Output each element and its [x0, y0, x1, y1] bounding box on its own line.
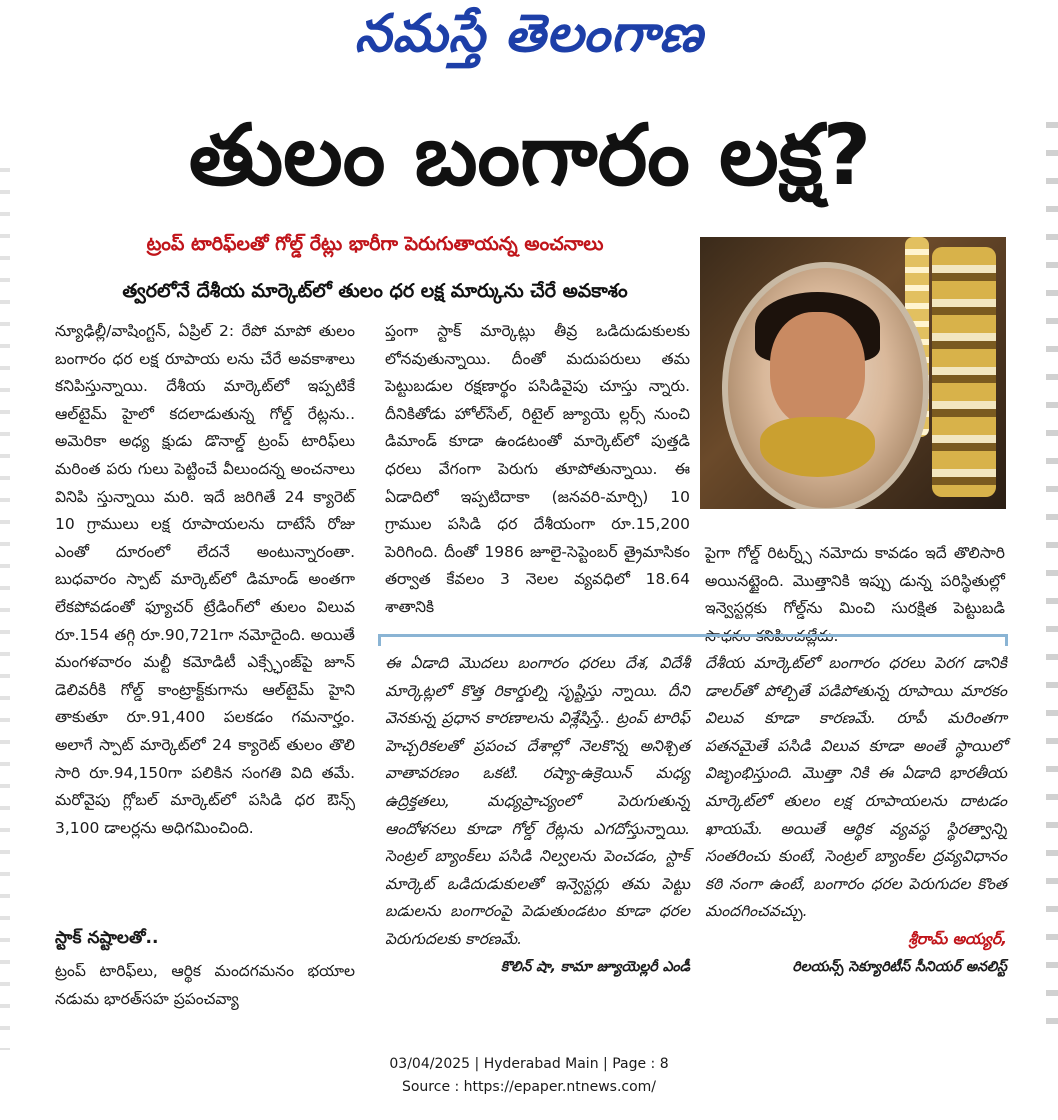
article-body-text: న్యూఢిల్లీ/వాషింగ్టన్, ఏప్రిల్ 2: రేపో మాపో తులం బంగారం ధర లక్ష రూపాయ లను చేరే అవకాశాలు కనిపిస్తున్నాయి. దేశీయ మార్కెట్‌లో ఇప్పటికే ఆల్‌టైమ్ హైలో కదలాడుతున్న గోల్డ్ రేట్లను.. అమెరికా అధ్య క్షుడు డొనాల్డ్ ట్రంప్ టారిఫ్‌లు మరింత పరు గులు పెట్టించే వీలుందన్న అంచనాలు వినిపి స్తున్నాయి మరి. ఇదే జరిగితే 24 క్యారెట్ 10 గ్రాములు లక్ష రూపాయలను దాటేసే రోజు ఎంతో దూరంలో లేదనే అంటున్నారంతా. బుధవారం స్పాట్ మార్కెట్‌లో డిమాండ్ అంతగా లేకపోవడంతో ఫ్యూచర్ ట్రేడింగ్‌లో తులం విలువ రూ.154 తగ్గి రూ.90,721గా నమోదైంది. అయితే మంగళవారం మల్టీ కమోడిటీ ఎక్స్ఛేంజ్‌పై జూన్ డెలివరీకి గోల్డ్ కాంట్రాక్ట్‌కుగాను ఆల్‌టైమ్ హైని తాకుతూ రూ.91,400 పలకడం గమనార్హం. అలాగే స్పాట్ మార్కెట్‌లో 24 క్యారెట్ తులం తొలి సారి రూ.94,150గా పలికిన సంగతి విది తమే. మరోవైపు గ్లోబల్ మార్కెట్‌లో పసిడి ధర ఔన్స్ 3,100 డాలర్లను అధిగమించింది.: [55, 322, 355, 837]
quote-text: ఈ ఏడాది మొదలు బంగారం ధరలు దేశ, విదేశీ మార్కెట్లలో కొత్త రికార్డుల్ని సృష్టిస్తు న్నాయి. దీని వెనకున్న ప్రధాన కారణాలను విశ్లేషిస్తే.. ట్రంప్ టారిఫ్ హెచ్చరికలతో ప్రపంచ దేశాల్లో నెలకొన్న అనిశ్చిత వాతావరణం ఒకటి. రష్యా-ఉక్రెయిన్ మధ్య ఉద్రిక్తతలు, మధ్యప్రాచ్యంలో పెరుగుతున్న ఆందోళనలు కూడా గోల్డ్ రేట్లను ఎగదోస్తున్నాయి. సెంట్రల్ బ్యాంక్‌లు పసిడి నిల్వలను పెంచడం, స్టాక్ మార్కెట్ ఒడిదుడుకులతో ఇన్వెస్టర్లు తమ పెట్టు బడులను బంగారంపై పెడుతుండటం కూడా ధరల పెరుగుదలకు కారణమే.: [385, 654, 690, 948]
expert-quote-2: [705, 650, 1007, 981]
quote-author-title: రిలయన్స్ సెక్యూరిటీస్ సీనియర్ అనలిస్ట్: [792, 958, 1007, 975]
quote-box-divider: [378, 634, 1008, 637]
article-headline: తులం బంగారం లక్ష?: [188, 106, 872, 204]
article-photo-woman-with-gold-jewellery: [700, 237, 1006, 509]
article-subheadline: త్వరలోనే దేశీయ మార్కెట్‌లో తులం ధర లక్ష మార్కును చేరే అవకాశం: [122, 280, 628, 302]
article-body-text: పైగా గోల్డ్ రిటర్న్స్ నమోదు కావడం ఇదే తొలిసారి అయినట్టైంది. మొత్తానికి ఇప్పు డున్న పరిస్థితుల్లో ఇన్వెస్టర్లకు గోల్డ్‌ను మించి సురక్షిత పెట్టుబడి: [705, 544, 1005, 618]
article-subheadline-red: ట్రంప్ టారిఫ్‌లతో గోల్డ్ రేట్లు భారీగా పెరుగుతాయన్న అంచనాలు: [146, 233, 604, 255]
quote-author: కొలిన్ షా, కామా జ్యూయెల్లరీ ఎండీ: [500, 958, 690, 975]
section-subheading: స్టాక్ నష్టాలతో..: [55, 928, 159, 948]
adjacent-page-edge-right: [1046, 100, 1058, 1040]
adjacent-page-edge-left: [0, 150, 10, 1050]
article-body-text: ట్రంప్ టారిఫ్‌లు, ఆర్థిక మందగమనం భయాల నడుమ భారత్‌సహ ప్రపంచవ్యా: [55, 962, 355, 1008]
newspaper-masthead: నమస్తే తెలంగాణ: [354, 4, 704, 64]
article-column-1: [55, 318, 355, 842]
article-column-2: [385, 318, 690, 622]
quote-author: శ్రీరామ్ అయ్యర్,: [908, 929, 1007, 948]
article-column-1-continued: [55, 958, 355, 1013]
source-footer: Source : https://epaper.ntnews.com/: [401, 1079, 657, 1095]
page-info-footer: 03/04/2025 | Hyderabad Main | Page : 8: [389, 1056, 669, 1072]
quote-text: దేశీయ మార్కెట్‌లో బంగారం ధరలు పెరగ డానికి డాలర్‌తో పోల్చితే పడిపోతున్న రూపాయి మారకం విలువ కూడా కారణమే. రూపీ మరింతగా పతనమైతే పసిడి విలువ కూడా అంతే స్థాయిలో విజృంభిస్తుంది. మొత్తా నికి ఈ ఏడాది భారతీయ మార్కెట్‌లో తులం లక్ష రూపాయలను దాటడం ఖాయమే. అయితే ఆర్థిక వ్యవస్థ స్థిరత్వాన్ని సంతరించు కుంటే, సెంట్రల్ బ్యాంక్‌ల ద్రవ్యవిధానం కఠి నంగా ఉంటే, బంగారం ధరల పెరుగుదల కొంత మందగించవచ్చు.: [705, 654, 1007, 921]
expert-quote-1: [385, 650, 690, 981]
article-body-text: ప్తంగా స్టాక్ మార్కెట్లు తీవ్ర ఒడిదుడుకులకు లోనవుతున్నాయి. దీంతో మదుపరులు తమ పెట్టుబడుల రక్షణార్థం పసిడివైపు చూస్తు న్నారు. దీనికితోడు హోల్‌సేల్, రిటైల్ జ్యూయె ల్లర్స్ నుంచి డిమాండ్ కూడా ఉండటంతో మార్కెట్‌లో పుత్తడి ధరలు వేగంగా పెరుగు తూపోతున్నాయి. ఈ ఏడాదిలో ఇప్పటిదాకా (జనవరి-మార్చి) 10 గ్రాముల పసిడి ధర దేశీయంగా రూ.15,200 పెరిగింది. దీంతో 1986 జూలై-సెప్టెంబర్ త్రైమాసికం తర్వాత కేవలం 3 నెలల వ్యవధిలో 18.64 శాతానికి: [385, 322, 690, 616]
